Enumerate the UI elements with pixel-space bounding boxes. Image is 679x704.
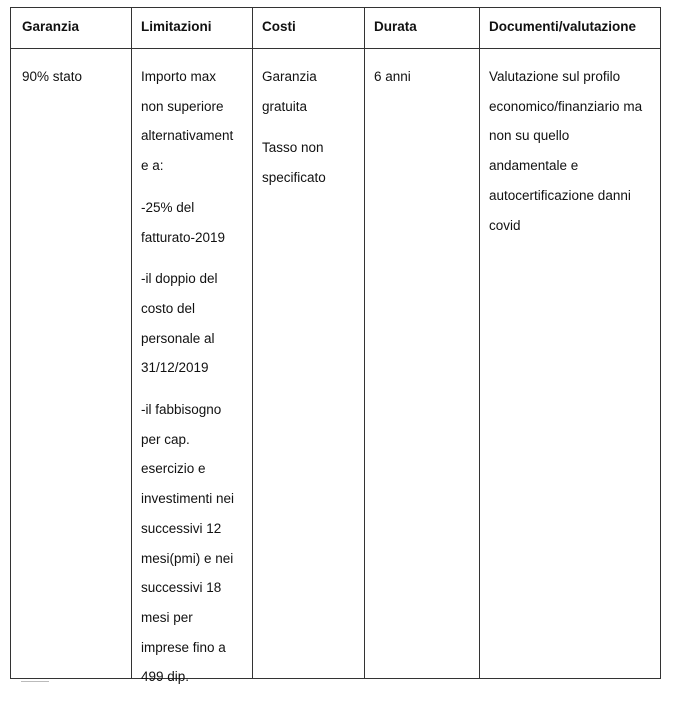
cell-line: covid [489, 217, 521, 233]
costi-paragraph [262, 62, 326, 121]
cell-costi [262, 62, 326, 205]
cell-line: 6 anni [374, 69, 411, 84]
cell-line: mesi(pmi) e nei [141, 550, 234, 566]
cell-line: specificato [262, 170, 326, 186]
cell-line: imprese fino a [141, 639, 226, 655]
cell-line: autocertificazione danni [489, 187, 631, 203]
cell-line: per cap. [141, 431, 190, 447]
cell-documenti [489, 62, 642, 240]
cell-limitazioni [141, 62, 234, 704]
cell-line: non su quello [489, 128, 570, 144]
cell-line: esercizio e [141, 461, 206, 477]
cell-durata [374, 62, 411, 92]
cell-line: andamentale e [489, 158, 579, 174]
cell-line: Tasso non [262, 140, 324, 156]
page-edge-mark [21, 681, 49, 682]
column-divider [364, 8, 365, 678]
cell-line: Importo max [141, 69, 217, 84]
cell-line: successivi 18 [141, 580, 222, 596]
cell-line: personale al [141, 330, 215, 346]
header-durata: Durata [374, 19, 417, 34]
cell-line: investimenti nei [141, 491, 235, 507]
header-documenti: Documenti/valutazione [489, 19, 637, 34]
header-divider [11, 48, 660, 49]
column-divider [252, 8, 253, 678]
cell-line: 90% stato [22, 69, 83, 84]
cell-line: Valutazione sul profilo [489, 69, 621, 84]
header-garanzia: Garanzia [22, 19, 80, 34]
limitazioni-paragraph [141, 62, 234, 181]
cell-line: mesi per [141, 609, 193, 625]
cell-line: 499 dip. [141, 669, 190, 685]
header-limitazioni: Limitazioni [141, 19, 212, 34]
limitazioni-paragraph [141, 264, 234, 383]
cell-line: -25% del [141, 199, 195, 215]
cell-line: -il doppio del [141, 271, 218, 287]
cell-line: gratuita [262, 98, 308, 114]
cell-line: e a: [141, 158, 164, 174]
cell-garanzia [22, 62, 82, 92]
cell-line: Garanzia [262, 69, 317, 84]
limitazioni-paragraph [141, 193, 234, 252]
column-divider [131, 8, 132, 678]
cell-line: costo del [141, 300, 196, 316]
cell-line: alternativament [141, 128, 234, 144]
header-costi: Costi [262, 19, 296, 34]
costi-paragraph [262, 133, 326, 192]
conditions-table [10, 7, 661, 685]
cell-line: successivi 12 [141, 520, 222, 536]
cell-line: 31/12/2019 [141, 360, 209, 376]
cell-line: economico/finanziario ma [489, 98, 643, 114]
cell-line: non superiore [141, 98, 224, 114]
cell-line: fatturato-2019 [141, 229, 226, 245]
cell-line: -il fabbisogno [141, 402, 222, 418]
limitazioni-paragraph [141, 395, 234, 692]
column-divider [479, 8, 480, 678]
